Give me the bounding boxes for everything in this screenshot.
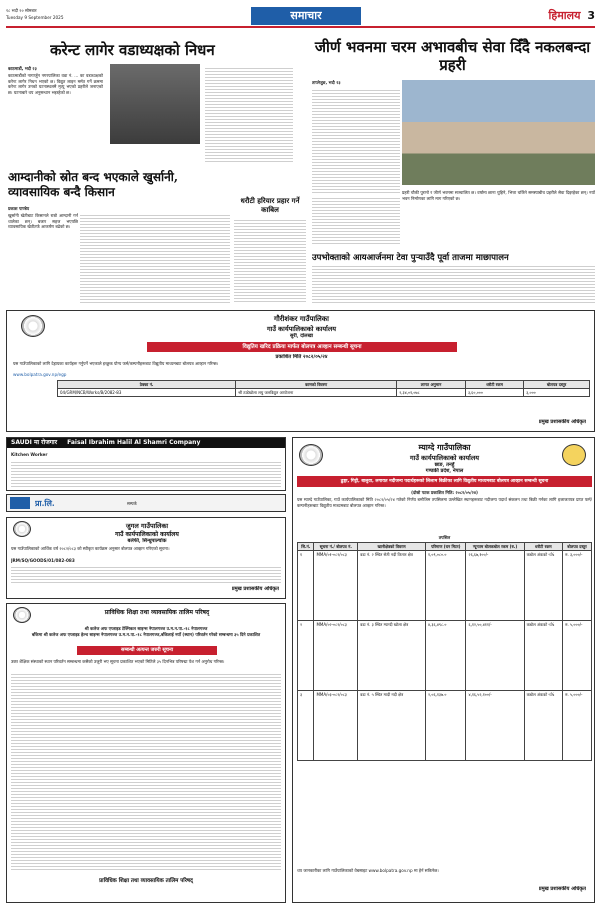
notice2-body: यस गाउँपालिकाको आर्थिक वर्ष २०८२/०८३ को स्वीकृत कार्यक्रम अनुसार बोलपत्र आव्हान गरिएको सूचना। (11, 546, 170, 551)
notice4-org1: म्याग्दे गाउँपालिका (418, 442, 471, 452)
notice4-cell: कबोल अंकको ५% (524, 551, 563, 621)
notice4-cell: MMA/०२-०८२/०८३ (314, 621, 358, 691)
notice1-title: विद्युतिय खरिद प्रक्रिया मार्फत बोलपत्र आव्हान सम्बन्धी सूचना (242, 344, 362, 350)
emblem-icon (13, 521, 31, 537)
ad-pvt-logo-icon (10, 497, 30, 509)
paper-name (549, 8, 595, 23)
story2-col2 (312, 196, 400, 246)
story4-headline (234, 196, 306, 214)
notice3-footer: प्राविधिक शिक्षा तथा व्यावसायिक तालिम परिषद् (99, 878, 193, 884)
notice4-cell: ३ (298, 691, 314, 761)
story2-headline (310, 38, 595, 74)
notice1-cell: ३,६०,००० (465, 389, 523, 397)
story1-columns (205, 66, 293, 162)
story5-columns (312, 264, 595, 304)
notice3-org1: प्राविधिक शिक्षा तथा व्यावसायिक तालिम परिषद् (104, 609, 210, 616)
notice1-col: धरौटी रकम (465, 381, 523, 389)
notice2-ref: JRM/SQ/GOODS/01/082-083 (11, 558, 75, 563)
story5-headline: उपभोक्ताको आयआर्जनमा टेवा पुऱ्याउँदै पूर्वा ताजमा माछापालन (312, 253, 509, 263)
notice2-header (47, 521, 247, 544)
notice4-cell: वडा नं. ५ स्थित मादी नदी क्षेत्र (358, 691, 426, 761)
notice1-col: लागत अनुमान (397, 381, 466, 389)
ad-saudi-job: Kitchen Worker (11, 452, 48, 457)
notice4-cell: MMA/०१-०८२/०८३ (314, 551, 358, 621)
notice2-box (6, 517, 286, 599)
section-label (251, 7, 361, 25)
notice3-box (6, 603, 286, 903)
notice4-signature: प्रमुख प्रशासकीय अधिकृत (538, 886, 586, 892)
notice1-signature: प्रमुख प्रशासकीय अधिकृत (538, 419, 586, 425)
date-en: Tuesday 9 September 2025 (6, 15, 64, 20)
notice4-table-header (298, 543, 592, 551)
emblem-icon (21, 315, 45, 337)
notice4-cell: कबोल अंकको ५% (524, 621, 563, 691)
notice4-footer: थप जानकारीका लागि गाउँपालिकाको वेबसाइट www.bolpatra.gov.np मा हेर्न सकिनेछ। (297, 868, 439, 873)
notice4-cell: २६,६७,१००/- (466, 551, 524, 621)
ad-pvt-company: प्रा.लि. (35, 498, 55, 508)
notice1-body: यस गाउँपालिकाको लागि देहायका कार्यहरू गर्नुपर्ने भएकाले इच्छुक योग्य फर्म/कम्पनीहरूबाट विद्युतीय माध्यमबाट बोलपत्र आव्हान गरिन्छ। (13, 361, 219, 366)
notice1-box (6, 310, 595, 432)
notice4-org4: गण्डकी प्रदेश, नेपाल (425, 468, 464, 474)
ad-pvt-note: सम्पर्क (127, 501, 137, 506)
notice4-col: सि.नं. (298, 543, 314, 551)
notice4-table-wrap (297, 542, 592, 761)
notice1-cell: ३,००० (524, 389, 590, 397)
notice3-title2: बाँकेमा श्री कलेज अफ एप्लाइड हेल्थ साइन्स नेपालगञ्ज उ.म.न.पा.-१८ नेपालगञ्ज,बाँकेलाई नयाँ (स्थान) परिवर्तन गरेको सम्बन्धमा ३५ दिने प्रकाशित (31, 632, 261, 637)
ad-saudi-company: Faisal Ibrahim Halil Al Shamri Company (67, 439, 201, 446)
ad-saudi-title: SAUDI मा रोजगार (11, 439, 58, 446)
table-row (298, 691, 592, 761)
notice4-col: परिमाण (घन मिटर) (426, 543, 466, 551)
table-row (298, 621, 592, 691)
notice1-col: ठेक्का नं. (58, 381, 236, 389)
notice4-col: बोलपत्र दस्तुर (563, 543, 592, 551)
notice4-title-bar (297, 476, 592, 487)
notice3-details (11, 672, 281, 872)
notice3-title1: श्री कलेज अफ एप्लाइड टेक्निकल साइन्स नेपालगञ्ज उ.म.न.पा.-१८ नेपालगञ्ज (84, 626, 208, 631)
story1-headline: करेन्ट लागेर वडाध्यक्षको निधन (50, 41, 215, 59)
story3-columns (80, 213, 230, 303)
notice1-org3: सुरी, दोलखा (290, 333, 313, 339)
ad-saudi (6, 437, 286, 491)
table-row (298, 551, 592, 621)
notice4-logo-icon (562, 444, 586, 466)
notice4-org2: गाउँ कार्यपालिकाको कार्यालय (410, 454, 479, 462)
notice4-cell: १,०९,०८०.० (426, 551, 466, 621)
notice4-cell: २,०६,१३७.० (426, 691, 466, 761)
notice1-table-wrap (57, 380, 590, 397)
notice4-table (297, 542, 592, 761)
story3-headline (8, 170, 228, 200)
paper-title: हिमालय (548, 9, 581, 22)
ad-pvt (6, 494, 286, 512)
story3-dateline: प्रकाश पाण्डेय (8, 206, 30, 211)
story1-body: काठमाडौंको नागार्जुन नगरपालिका वडा नं. ... का वडाध्यक्षको करेन्ट लागेर निधन भएको छ। विद्युत लाइन मर्मत गर्ने क्रममा करेन्ट लागेर उनको घटनास्थलमै मृत्यु भएको प्रहरीले जनाएको छ। घटनाबारे थप अनुसन्धान भइरहेको छ। (8, 73, 103, 95)
ad-saudi-details (11, 460, 281, 488)
masthead (6, 6, 595, 28)
notice4-title: ढुङ्गा, गिट्टी, बालुवा, लगायत नदीजन्य पदार्थहरूको लिलाम बिक्रीका लागि विद्युतीय माध्यमबाट बोलपत्र आव्हान सम्बन्धी सूचना (340, 479, 549, 484)
notice2-org1: जुगल गाउँपालिका (125, 522, 169, 530)
emblem-icon (299, 444, 323, 466)
notice2-org3: बलेफी, सिन्धुपाल्चोक (127, 538, 167, 544)
notice4-box (292, 437, 595, 903)
notice4-cell: रु. ५,०००/- (563, 621, 592, 691)
notice4-cell: रु. ५,०००/- (563, 691, 592, 761)
ad-saudi-title-bar (7, 438, 285, 448)
emblem-icon (13, 607, 31, 623)
notice4-col: धरौटी रकम (524, 543, 563, 551)
story4-columns (234, 218, 306, 303)
notice4-cell: २ (298, 621, 314, 691)
notice1-header (107, 314, 496, 339)
notice4-cell: ४,३६,४९८.० (426, 621, 466, 691)
notice1-title-bar (147, 342, 457, 352)
notice4-col: न्यूनतम बोलकबोल रकम (रु.) (466, 543, 524, 551)
notice1-cell: श्री ठाडेखोला लघु जलविद्युत आयोजना (236, 389, 397, 397)
table-row (58, 389, 590, 397)
notice1-website[interactable]: www.bolpatra.gov.np/egp (13, 372, 67, 377)
notice4-cell: ६,१२,५०,४११/- (466, 621, 524, 691)
notice4-body: यस म्याग्दे गाउँपालिका, गाउँ कार्यपालिकाको मिति २०८२/०५/२४ गतेको निर्णय बमोजिम तपसिलमा उल्लेखित स्थानहरूबाट नदीजन्य पदार्थ संकलन तथा बिक्री गर्नका लागि इजाजतपत्र प्राप्त फर्म/कम्पनीहरूबाट विद्युतीय माध्यमबाट बोलपत्र आव्हान गरिन्छ। (297, 497, 592, 508)
notice1-table (57, 380, 590, 397)
story1-dateline: काठमाडौं, भदौ २३ (8, 66, 37, 71)
story2-col1 (312, 88, 400, 193)
story3-title: आम्दानीको स्रोत बन्द भएकाले खुर्सानी, व्यावसायिक बन्दै किसान (8, 170, 179, 199)
notice4-header (329, 442, 560, 474)
notice4-col: खानीक्षेत्रको विवरण (358, 543, 426, 551)
notice1-pubdate: प्रकाशित मिति २०८२/०५/२४ (275, 354, 328, 360)
notice4-cell: वडा नं. २ स्थित सेती नदी किनार क्षेत्र (358, 551, 426, 621)
notice4-pubdate: (दोस्रो पटक प्रकाशित मिति: २०८२/०५/२४) (411, 490, 478, 495)
page-number: 3 (587, 9, 595, 22)
notice3-body: उक्त शैक्षिक संस्थाको स्थान परिवर्तन सम्बन्धमा कसैको उजुरी भए सूचना प्रकाशित भएको मितिले ३५ दिनभित्र परिषद्मा पेश गर्न अनुरोध गरिन्छ। (11, 659, 225, 664)
notice4-col: सूचना नं./ बोलपत्र नं. (314, 543, 358, 551)
notice1-col: बोलपत्र दस्तुर (524, 381, 590, 389)
story2-dateline: ताप्लेजुङ, भदौ २३ (312, 80, 341, 85)
notice2-details (11, 565, 281, 583)
notice1-org1: गौरीशंकर गाउँपालिका (274, 314, 329, 323)
notice3-notice-bar (77, 646, 217, 655)
story1-photo (110, 64, 200, 144)
notice4-cell: १ (298, 551, 314, 621)
notice4-cell: वडा नं. ३ स्थित म्याग्दी खोला क्षेत्र (358, 621, 426, 691)
section-text: समाचार (290, 9, 322, 22)
notice4-cell: MMA/०३-०८२/०८३ (314, 691, 358, 761)
story2-body: प्रहरी चौकी पुरानो र जीर्ण भवनमा सञ्चालित छ। वर्षामा छाना चुहिने, भित्ता चर्किने समस्याबीच प्रहरीले सेवा दिइरहेका छन्। नयाँ भवन निर्माणका लागि माग गरिएको छ। (402, 190, 595, 201)
notice4-cell: कबोल अंकको ५% (524, 691, 563, 761)
notice1-cell: 04/GRM/NCB/Works/B/2082-83 (58, 389, 236, 397)
notice4-table-label: तपसिल (438, 535, 451, 540)
notice4-org3: छाङ, तनहुँ (434, 462, 455, 468)
notice2-org2: गाउँ कार्यपालिकाको कार्यालय (115, 531, 179, 538)
notice1-col: कामको विवरण (236, 381, 397, 389)
story2-title: जीर्ण भवनमा चरम अभावबीच सेवा दिँदै नकलबन्दा प्रहरी (314, 38, 591, 74)
notice1-table-header (58, 381, 590, 389)
story2-photo (402, 80, 595, 185)
story4-title: धरौटी हरियार प्रहार गर्ने काबिल (240, 196, 300, 214)
notice4-cell: ४,१६,५२,१००/- (466, 691, 524, 761)
notice3-notice: सम्बन्धी अत्यन्त जरुरी सूचना (120, 647, 174, 653)
story3-body: खुर्सानी खेतीबाट किसानले राम्रो आम्दानी गर्न थालेका छन्। बजार सहज भएपछि व्यावसायिक खेतीतर्फ आकर्षण बढेको छ। (8, 213, 78, 230)
notice1-org2: गाउँ कार्यपालिकाको कार्यालय (267, 325, 336, 333)
notice2-signature: प्रमुख प्रशासकीय अधिकृत (231, 586, 279, 592)
notice1-cell: २,३४,०१,०७८ (397, 389, 466, 397)
date-line: १८ भदौ २० सोमबार (6, 8, 37, 13)
notice4-cell: रु. ३,०००/- (563, 551, 592, 621)
